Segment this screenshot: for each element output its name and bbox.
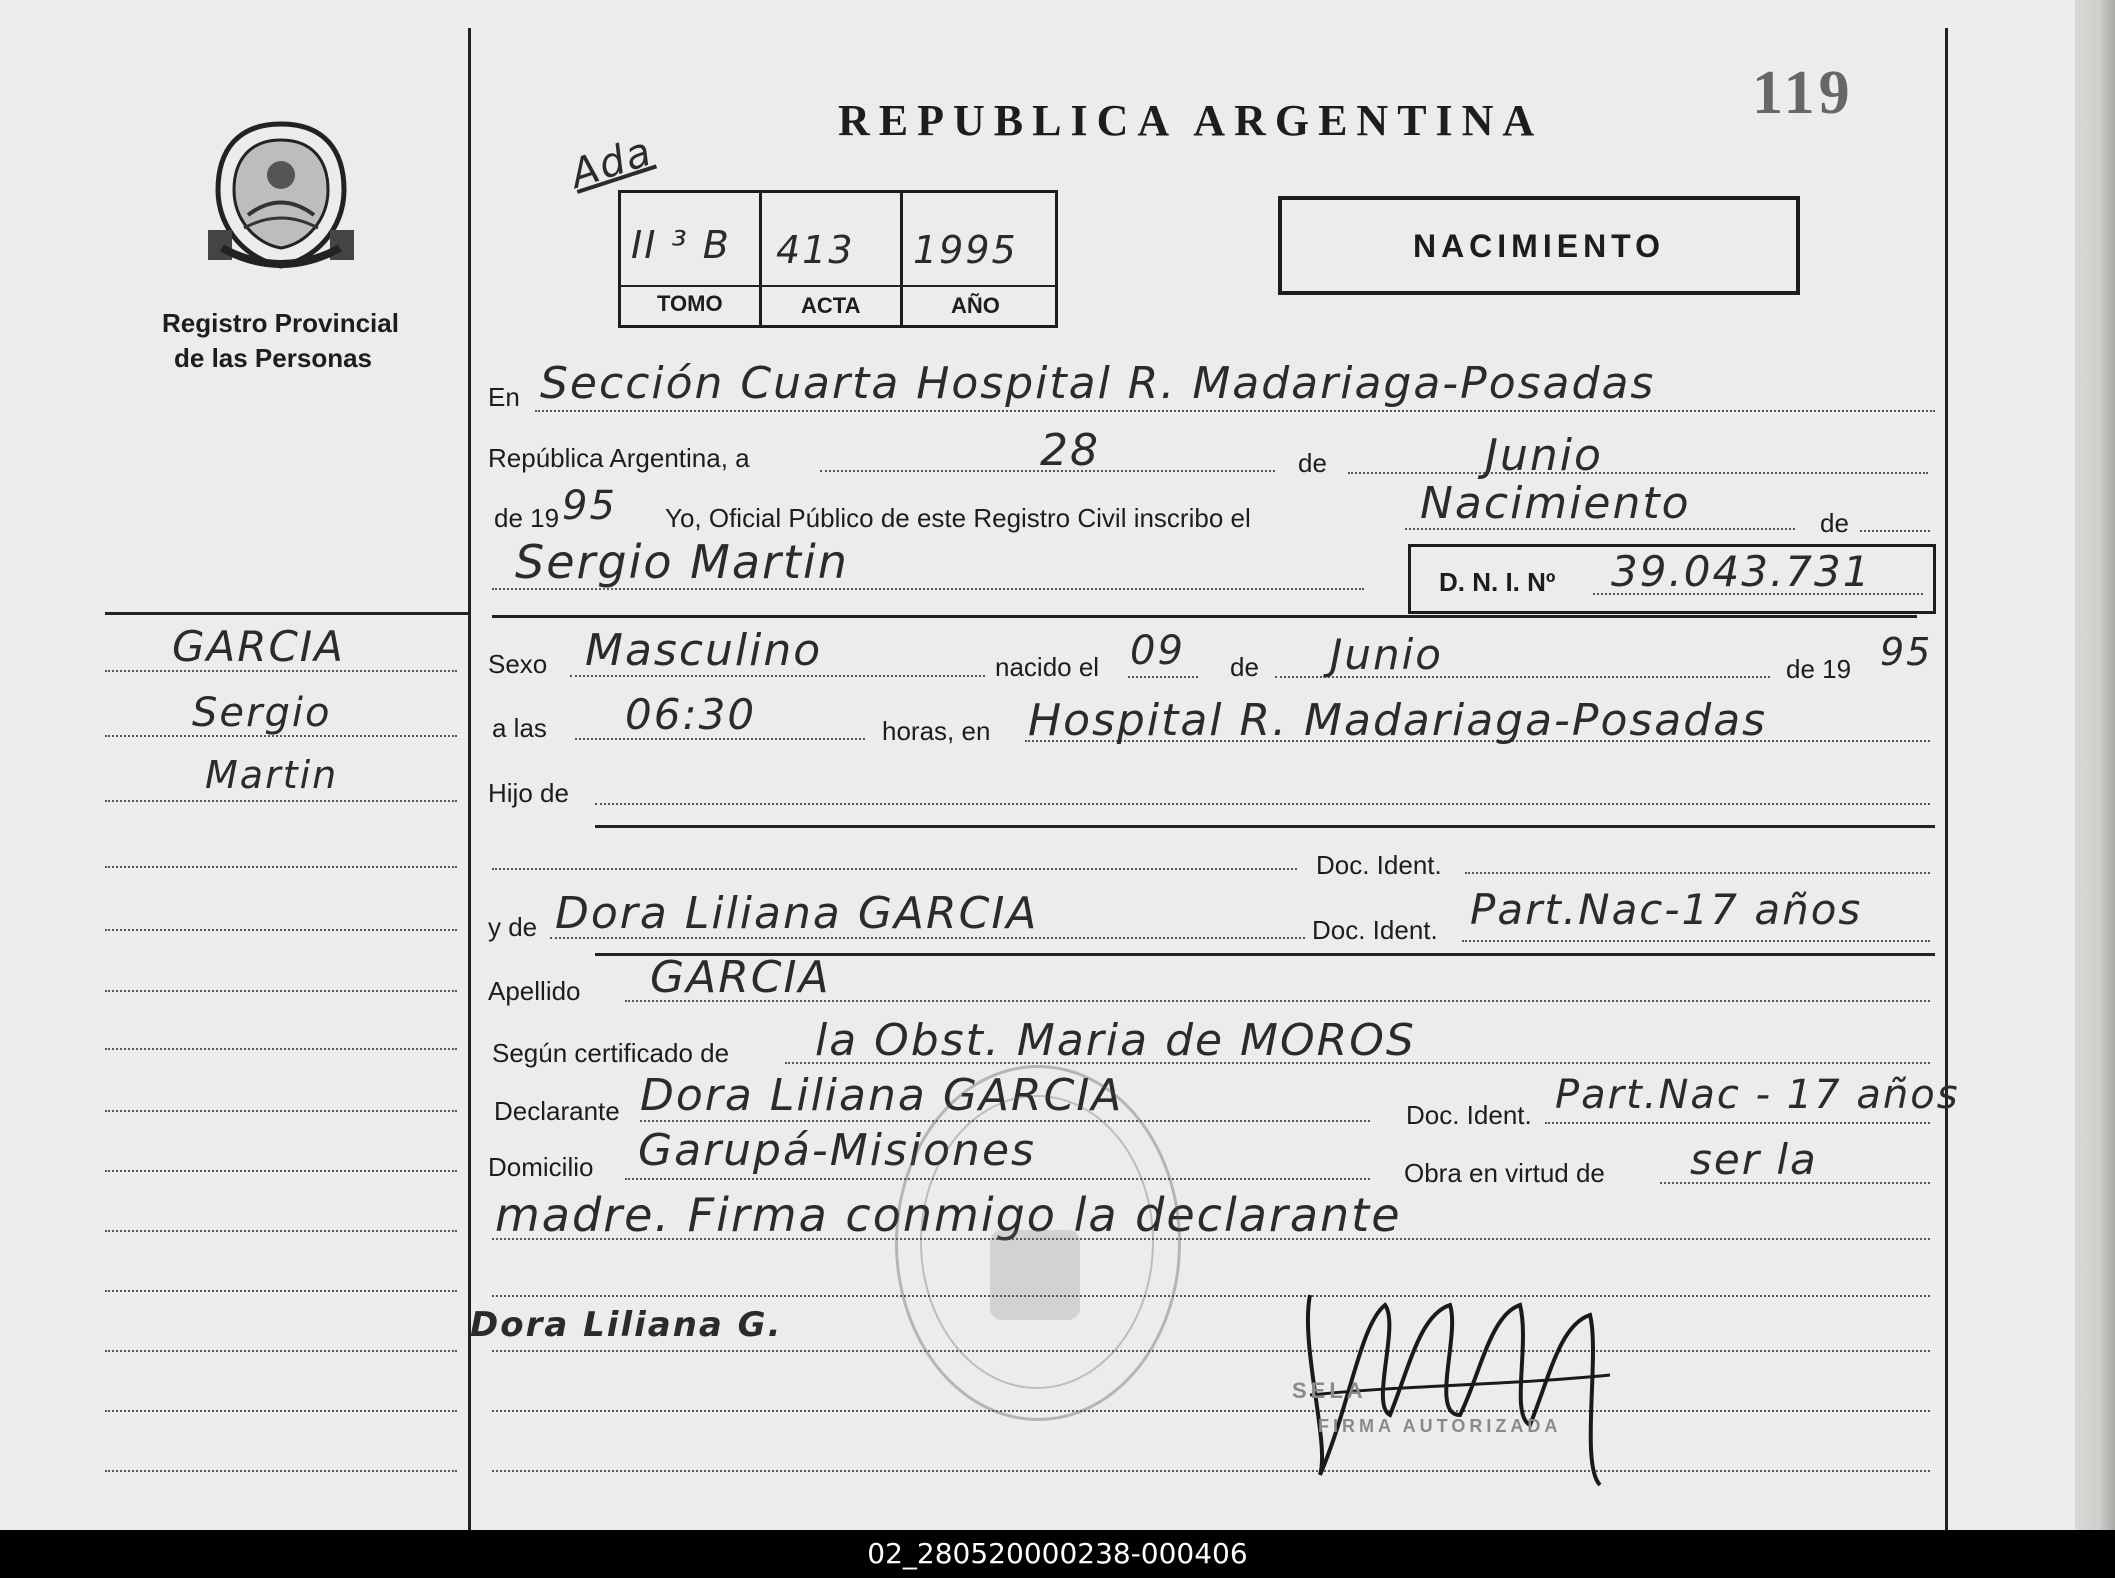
- alas-label: a las: [492, 713, 547, 743]
- segun-label: Según certificado de: [492, 1038, 730, 1068]
- obra-value: ser la: [1690, 1135, 1818, 1184]
- domicilio-label: Domicilio: [488, 1152, 594, 1182]
- doc-ident-label: Doc. Ident.: [1316, 850, 1442, 880]
- doc-ident-label-3: Doc. Ident.: [1406, 1100, 1532, 1130]
- mother-doc-value: Part.Nac-17 años: [1470, 885, 1863, 934]
- en-label: En: [488, 382, 520, 412]
- registry-line-2: de las Personas: [174, 343, 372, 373]
- acta-value: 413: [776, 228, 855, 272]
- right-border: [1945, 28, 1948, 1530]
- day-value: 28: [1040, 425, 1100, 476]
- registry-line-1: Registro Provincial: [162, 308, 399, 338]
- republica-label: República Argentina, a: [488, 443, 750, 473]
- year-prefix-label: de 19: [494, 503, 560, 533]
- declarante-doc-value: Part.Nac - 17 años: [1555, 1072, 1960, 1118]
- obra-label: Obra en virtud de: [1404, 1158, 1605, 1188]
- inscription-text: Yo, Oficial Público de este Registro Civil inscribo el: [665, 503, 1251, 533]
- person-name-value: Sergio Martin: [515, 535, 849, 589]
- inscribe-value: Nacimiento: [1420, 478, 1691, 529]
- mother-name-value: Dora Liliana GARCIA: [555, 888, 1039, 939]
- birth-month-value: Junio: [1330, 630, 1443, 679]
- margin-line: [105, 1110, 457, 1112]
- document-type-box: [1278, 196, 1800, 295]
- scan-filename: 02_280520000238-000406: [0, 1530, 2115, 1578]
- de19-label: de 19: [1786, 654, 1852, 684]
- document-type: NACIMIENTO: [1412, 228, 1666, 264]
- nacido-label: nacido el: [995, 652, 1100, 682]
- birth-place-value: Hospital R. Madariaga-Posadas: [1028, 695, 1768, 746]
- official-stamp-line-2: FIRMA AUTORIZADA: [1318, 1416, 1562, 1436]
- margin-name-2: Martin: [205, 753, 339, 797]
- de-label-2: de: [1820, 508, 1849, 538]
- margin-name-1: Sergio: [192, 690, 332, 736]
- birth-year-value: 95: [1880, 630, 1933, 674]
- folio-number: 119: [1752, 59, 1854, 127]
- margin-line: [105, 1470, 457, 1472]
- margin-line: [105, 1170, 457, 1172]
- form-rule-1: [492, 615, 1917, 618]
- dni-value: 39.043.731: [1611, 547, 1872, 596]
- margin-line: [105, 929, 457, 931]
- ano-value: 1995: [913, 228, 1018, 272]
- birth-day-value: 09: [1130, 628, 1185, 674]
- margin-line: [105, 1230, 457, 1232]
- margin-line: [105, 800, 457, 802]
- margin-line: [105, 1350, 457, 1352]
- registry-section-value: Sección Cuarta Hospital R. Madariaga-Posadas: [540, 358, 1656, 409]
- tomo-label: TOMO: [657, 291, 723, 316]
- apellido-value: GARCIA: [650, 952, 831, 1003]
- yde-label: y de: [488, 912, 538, 942]
- province-seal-icon: [208, 120, 354, 270]
- handwritten-note: Ada: [564, 128, 659, 198]
- form-rule-2: [595, 825, 1935, 828]
- continuation-value: madre. Firma conmigo la declarante: [495, 1188, 1402, 1242]
- ano-label: AÑO: [951, 293, 1000, 318]
- dni-label: D. N. I. Nº: [1439, 567, 1556, 597]
- sexo-value: Masculino: [585, 625, 823, 676]
- dni-box: [1408, 544, 1936, 614]
- doc-ident-label-2: Doc. Ident.: [1312, 915, 1438, 945]
- margin-line: [105, 1048, 457, 1050]
- margin-surname: GARCIA: [172, 622, 345, 671]
- year-value: 95: [562, 483, 617, 529]
- margin-line: [105, 990, 457, 992]
- declarante-value: Dora Liliana GARCIA: [640, 1070, 1124, 1121]
- acta-label: ACTA: [801, 293, 861, 318]
- birth-hour-value: 06:30: [625, 690, 757, 739]
- official-stamp-line-1: SELA: [1292, 1378, 1367, 1403]
- domicilio-value: Garupá-Misiones: [638, 1125, 1036, 1176]
- tomo-value: II ³ B: [631, 223, 731, 267]
- margin-line: [105, 1290, 457, 1292]
- record-box: [618, 190, 1058, 328]
- apellido-label: Apellido: [488, 976, 581, 1006]
- month-value: Junio: [1485, 430, 1603, 481]
- margin-line: [105, 1410, 457, 1412]
- margin-line: [105, 866, 457, 868]
- de-label: de: [1298, 448, 1327, 478]
- page-title: REPUBLICA ARGENTINA: [838, 96, 1544, 145]
- sexo-label: Sexo: [488, 649, 548, 679]
- certificate-issuer-value: la Obst. Maria de MOROS: [815, 1015, 1416, 1066]
- page-edge: [2075, 0, 2115, 1530]
- horas-label: horas, en: [882, 716, 991, 746]
- left-column-rule: [105, 612, 468, 615]
- de-label-3: de: [1230, 652, 1259, 682]
- hijo-label: Hijo de: [488, 778, 569, 808]
- declarante-label: Declarante: [494, 1096, 620, 1126]
- declarant-signature: Dora Liliana G.: [470, 1305, 783, 1345]
